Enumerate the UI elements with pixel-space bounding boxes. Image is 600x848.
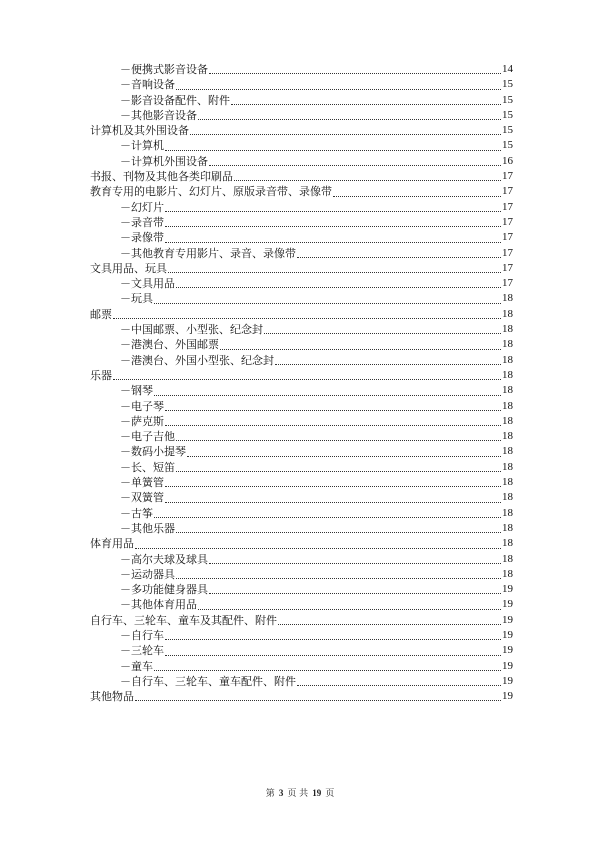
toc-entry-title: 书报、刊物及其他各类印刷品 [90, 170, 233, 184]
dot-leader [176, 88, 501, 90]
dot-leader [165, 241, 501, 243]
toc-entry[interactable] [90, 368, 513, 383]
toc-entry[interactable] [90, 597, 513, 612]
dot-leader [113, 317, 501, 319]
toc-entry-page-number: 18 [502, 368, 513, 381]
toc-entry-page-number: 19 [502, 628, 513, 641]
toc-entry[interactable] [90, 475, 513, 490]
dot-leader [154, 669, 501, 671]
toc-entry[interactable] [90, 399, 513, 414]
toc-entry-page-number: 17 [502, 246, 513, 259]
dot-leader [165, 210, 501, 212]
toc-entry[interactable] [90, 460, 513, 475]
dot-leader [264, 332, 501, 334]
dot-leader [209, 72, 501, 74]
toc-entry-title: －长、短笛 [120, 460, 175, 474]
toc-entry-page-number: 15 [502, 108, 513, 121]
toc-entry-title: －其他体育用品 [120, 598, 197, 612]
toc-entry-title: －电子吉他 [120, 430, 175, 444]
toc-entry[interactable] [90, 643, 513, 658]
toc-entry[interactable] [90, 674, 513, 689]
dot-leader [209, 164, 501, 166]
toc-entry-title: 文具用品、玩具 [90, 261, 167, 275]
toc-entry-title: －萨克斯 [120, 414, 164, 428]
toc-entry[interactable] [90, 383, 513, 398]
toc-entry-page-number: 18 [502, 506, 513, 519]
dot-leader [113, 378, 501, 380]
toc-entry[interactable] [90, 322, 513, 337]
toc-entry[interactable] [90, 506, 513, 521]
toc-entry[interactable] [90, 123, 513, 138]
toc-entry-page-number: 15 [502, 124, 513, 137]
toc-entry[interactable] [90, 414, 513, 429]
toc-entry[interactable] [90, 613, 513, 628]
toc-entry-page-number: 18 [502, 353, 513, 366]
toc-entry-title: －影音设备配件、附件 [120, 93, 230, 107]
toc-entry-title: －高尔夫球及球具 [120, 552, 208, 566]
toc-entry-title: －其他教育专用影片、录音、录像带 [120, 246, 296, 260]
toc-entry[interactable] [90, 246, 513, 261]
toc-entry[interactable] [90, 154, 513, 169]
dot-leader [209, 592, 501, 594]
toc-entry-page-number: 18 [502, 430, 513, 443]
dot-leader [190, 133, 501, 135]
toc-entry-title: －三轮车 [120, 644, 164, 658]
toc-entry-title: －文具用品 [120, 277, 175, 291]
toc-entry[interactable] [90, 552, 513, 567]
dot-leader [278, 623, 501, 625]
toc-entry-page-number: 19 [502, 583, 513, 596]
dot-leader [165, 149, 501, 151]
toc-entry-title: －古筝 [120, 506, 153, 520]
dot-leader [333, 195, 501, 197]
toc-entry-title: 教育专用的电影片、幻灯片、原版录音带、录像带 [90, 185, 332, 199]
toc-entry-title: －便携式影音设备 [120, 63, 208, 76]
toc-entry[interactable] [90, 169, 513, 184]
toc-entry[interactable] [90, 108, 513, 123]
toc-entry[interactable] [90, 230, 513, 245]
toc-entry[interactable] [90, 429, 513, 444]
toc-entry-page-number: 17 [502, 277, 513, 290]
dot-leader [165, 225, 501, 227]
page-footer [0, 786, 600, 799]
toc-entry-page-number: 18 [502, 552, 513, 565]
toc-entry-title: 计算机及其外围设备 [90, 124, 189, 138]
toc-entry[interactable] [90, 93, 513, 108]
toc-entry-title: －电子琴 [120, 399, 164, 413]
toc-entry-title: －音响设备 [120, 78, 175, 92]
toc-entry[interactable] [90, 337, 513, 352]
toc-entry[interactable] [90, 689, 513, 704]
dot-leader [165, 501, 501, 503]
dot-leader [135, 699, 501, 701]
toc-entry-title: －录音带 [120, 215, 164, 229]
footer-suffix: 页 [325, 789, 335, 799]
toc-entry[interactable] [90, 291, 513, 306]
dot-leader [176, 470, 501, 472]
toc-entry-title: －港澳台、外国邮票 [120, 338, 219, 352]
toc-entry-page-number: 18 [502, 414, 513, 427]
toc-entry[interactable] [90, 353, 513, 368]
toc-entry-page-number: 18 [502, 491, 513, 504]
toc-entry[interactable] [90, 77, 513, 92]
toc-entry-title: －童车 [120, 659, 153, 673]
toc-entry-title: 乐器 [90, 368, 112, 382]
toc-entry-title: 体育用品 [90, 537, 134, 551]
toc-entry-title: －幻灯片 [120, 200, 164, 214]
toc-entry-page-number: 15 [502, 93, 513, 106]
dot-leader [275, 363, 501, 365]
toc-entry-page-number: 18 [502, 323, 513, 336]
toc-entry-page-number: 14 [502, 63, 513, 75]
dot-leader [176, 439, 501, 441]
toc-entry[interactable] [90, 138, 513, 153]
toc-entry[interactable] [90, 62, 513, 77]
dot-leader [297, 684, 501, 686]
toc-entry[interactable] [90, 521, 513, 536]
toc-entry[interactable] [90, 261, 513, 276]
toc-entry-page-number: 18 [502, 399, 513, 412]
toc-entry-title: －计算机 [120, 139, 164, 153]
toc-entry-title: －自行车、三轮车、童车配件、附件 [120, 674, 296, 688]
toc-entry-page-number: 19 [502, 690, 513, 703]
toc-entry-title: －计算机外围设备 [120, 154, 208, 168]
toc-entry-title: －自行车 [120, 628, 164, 642]
toc-entry-page-number: 18 [502, 292, 513, 305]
toc-entry-page-number: 18 [502, 338, 513, 351]
toc-entry-page-number: 16 [502, 154, 513, 167]
toc-entry-page-number: 15 [502, 78, 513, 91]
dot-leader [187, 455, 501, 457]
toc-entry[interactable] [90, 307, 513, 322]
dot-leader [165, 638, 501, 640]
toc-entry-title: －数码小提琴 [120, 445, 186, 459]
dot-leader [165, 485, 501, 487]
toc-entry-page-number: 19 [502, 659, 513, 672]
dot-leader [297, 256, 501, 258]
toc-entry-page-number: 19 [502, 613, 513, 626]
footer-middle: 页 共 [287, 789, 309, 799]
dot-leader [198, 608, 501, 610]
toc-entry[interactable] [90, 444, 513, 459]
dot-leader [165, 424, 501, 426]
footer-prefix: 第 [265, 789, 275, 799]
dot-leader [165, 654, 501, 656]
toc-entry-page-number: 15 [502, 139, 513, 152]
toc-entry-page-number: 19 [502, 644, 513, 657]
toc-entry[interactable] [90, 200, 513, 215]
footer-total-pages: 19 [312, 788, 322, 798]
toc-entry-page-number: 18 [502, 460, 513, 473]
dot-leader [231, 103, 501, 105]
toc-entry-page-number: 19 [502, 674, 513, 687]
toc-entry-page-number: 18 [502, 445, 513, 458]
toc-entry[interactable] [90, 276, 513, 291]
dot-leader [234, 179, 501, 181]
dot-leader [209, 562, 501, 564]
toc-entry-page-number: 18 [502, 307, 513, 320]
dot-leader [165, 409, 501, 411]
dot-leader [154, 516, 501, 518]
toc-entry[interactable] [90, 184, 513, 199]
toc-entry-title: －钢琴 [120, 384, 153, 398]
dot-leader [198, 118, 501, 120]
toc-entry-title: －单簧管 [120, 476, 164, 490]
toc-entry[interactable] [90, 536, 513, 551]
toc-entry-page-number: 18 [502, 476, 513, 489]
toc-entry-title: －多功能健身器具 [120, 583, 208, 597]
toc-entry-page-number: 17 [502, 231, 513, 244]
toc-entry[interactable] [90, 490, 513, 505]
toc-entry-title: －港澳台、外国小型张、纪念封 [120, 353, 274, 367]
dot-leader [176, 577, 501, 579]
toc-entry-page-number: 17 [502, 215, 513, 228]
toc-entry-title: －其他乐器 [120, 521, 175, 535]
toc-entry-title: －其他影音设备 [120, 108, 197, 122]
toc-entry-page-number: 17 [502, 261, 513, 274]
footer-current-page: 3 [278, 788, 284, 798]
toc-entry-title: －双簧管 [120, 491, 164, 505]
toc-entry-title: －运动器具 [120, 567, 175, 581]
toc-entry-page-number: 18 [502, 537, 513, 550]
toc-entry-page-number: 17 [502, 170, 513, 183]
dot-leader [220, 348, 501, 350]
toc-entry[interactable] [90, 567, 513, 582]
toc-entry[interactable] [90, 659, 513, 674]
toc-entry-page-number: 17 [502, 185, 513, 198]
toc-entry-page-number: 18 [502, 384, 513, 397]
toc-entry-title: －中国邮票、小型张、纪念封 [120, 323, 263, 337]
dot-leader [168, 271, 501, 273]
dot-leader [154, 394, 501, 396]
toc-entry[interactable] [90, 582, 513, 597]
toc-entry-page-number: 18 [502, 567, 513, 580]
toc-entry-page-number: 18 [502, 521, 513, 534]
toc-entry-title: －录像带 [120, 231, 164, 245]
toc-entry-title: －玩具 [120, 292, 153, 306]
dot-leader [176, 531, 501, 533]
dot-leader [154, 302, 501, 304]
toc-entry-title: 其他物品 [90, 690, 134, 704]
toc-entry[interactable] [90, 628, 513, 643]
toc-entry-title: 自行车、三轮车、童车及其配件、附件 [90, 613, 277, 627]
table-of-contents [90, 62, 513, 704]
toc-entry-page-number: 19 [502, 598, 513, 611]
dot-leader [176, 286, 501, 288]
toc-entry-title: 邮票 [90, 307, 112, 321]
dot-leader [135, 547, 501, 549]
toc-entry-page-number: 17 [502, 200, 513, 213]
toc-entry[interactable] [90, 215, 513, 230]
